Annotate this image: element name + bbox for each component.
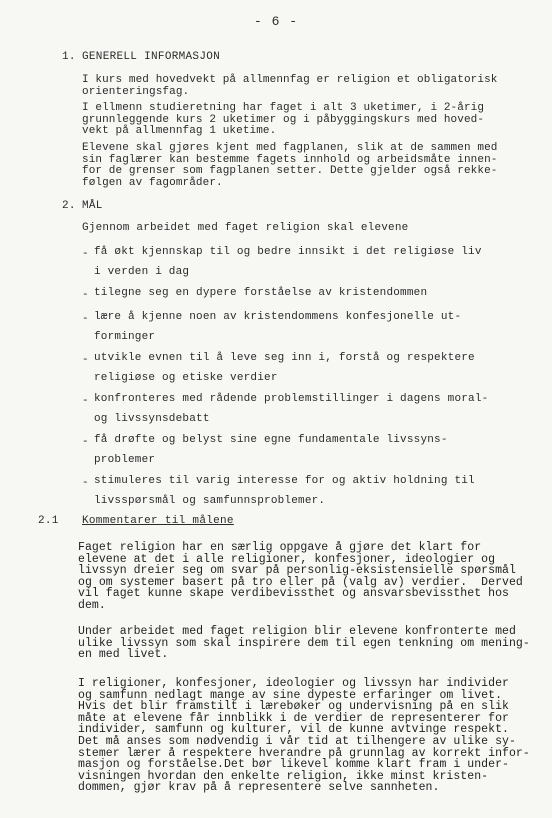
section-2-1-paragraph: I religioner, konfesjoner, ideologier og livssyn har individer og samfunn nedlagt mange av sine dypeste erfaringer om livet. Hvis det blir framstilt i lærebøker og undervisning på en slik måte at elevene får innblikk i de verdier de representerer for individer, samfunn og kulturer, vil de kunne avtvinge respekt. Det må anses som nødvendig i vår tid at tilhengere av ulike sy- stemer lærer å respektere hverandre på grunnlag av korrekt infor- masjon og forståelse.Det bør likevel komme klart fram i under- visningen hvordan den enkelte religion, ikke minst kristen- dommen, gjør krav på å representere selve sannheten.: [78, 677, 530, 795]
section-2-title: MÅL: [82, 200, 103, 212]
section-1-paragraph: I ellmenn studieretning har faget i alt 3 uketimer, i 2-årig grunnleggende kurs 2 uketimer og i påbyggingskurs med hoved- vekt på allmennfag 1 uketime.: [82, 102, 485, 137]
list-item: lære å kjenne noen av kristendommens konfesjonelle ut- forminger: [94, 311, 462, 343]
section-1-number: 1.: [62, 51, 76, 63]
list-dash: -: [82, 313, 89, 325]
section-1-paragraph: I kurs med hovedvekt på allmennfag er religion et obligatorisk orienteringsfag.: [82, 74, 498, 98]
section-2-1-paragraph: Under arbeidet med faget religion blir elevene konfronterte med ulike livssyn som skal inspirere dem til egen tenkning om mening- en med livet.: [78, 625, 530, 662]
list-item: få drøfte og belyst sine egne fundamentale livssyns- problemer: [94, 434, 448, 466]
list-item: konfronteres med rådende problemstillinger i dagens moral- og livssynsdebatt: [94, 393, 489, 425]
section-2-intro: Gjennom arbeidet med faget religion skal elevene: [82, 222, 409, 234]
list-item: stimuleres til varig interesse for og aktiv holdning til livsspørsmål og samfunnsproblemer.: [94, 475, 475, 507]
list-dash: -: [82, 289, 89, 301]
section-1-title: GENERELL INFORMASJON: [82, 51, 221, 63]
section-1-paragraph: Elevene skal gjøres kjent med fagplanen, slik at de sammen med sin faglærer kan bestemme fagets innhold og arbeidsmåte innen- for de grenser som fagplanen setter. Dette gjelder også rekke- følgen av fagområder.: [82, 142, 498, 189]
list-item: tilegne seg en dypere forståelse av kristendommen: [94, 287, 428, 299]
list-dash: -: [82, 354, 89, 366]
list-dash: -: [82, 248, 89, 260]
page-number: - 6 -: [253, 14, 298, 29]
list-item: utvikle evnen til å leve seg inn i, forstå og respektere religiøse og etiske verdier: [94, 352, 475, 384]
section-2-number: 2.: [62, 200, 76, 212]
section-2-1-paragraph: Faget religion har en særlig oppgave å gjøre det klart for elevene at det i alle religioner, konfesjoner, ideologier og livssyn dreier seg om svar på personlig-eksistensielle spørsmål og om systemer basert på tro eller på (valg av) verdier. Derved vil faget kunne skape verdibevissthet og ansvarsbevissthet hos dem.: [78, 541, 523, 612]
list-dash: -: [82, 395, 89, 407]
list-item: få økt kjennskap til og bedre innsikt i det religiøse liv i verden i dag: [94, 246, 482, 278]
list-dash: -: [82, 436, 89, 448]
section-2-1-number: 2.1: [38, 515, 59, 527]
section-2-1-title: Kommentarer til målene: [82, 515, 234, 527]
list-dash: -: [82, 477, 89, 489]
